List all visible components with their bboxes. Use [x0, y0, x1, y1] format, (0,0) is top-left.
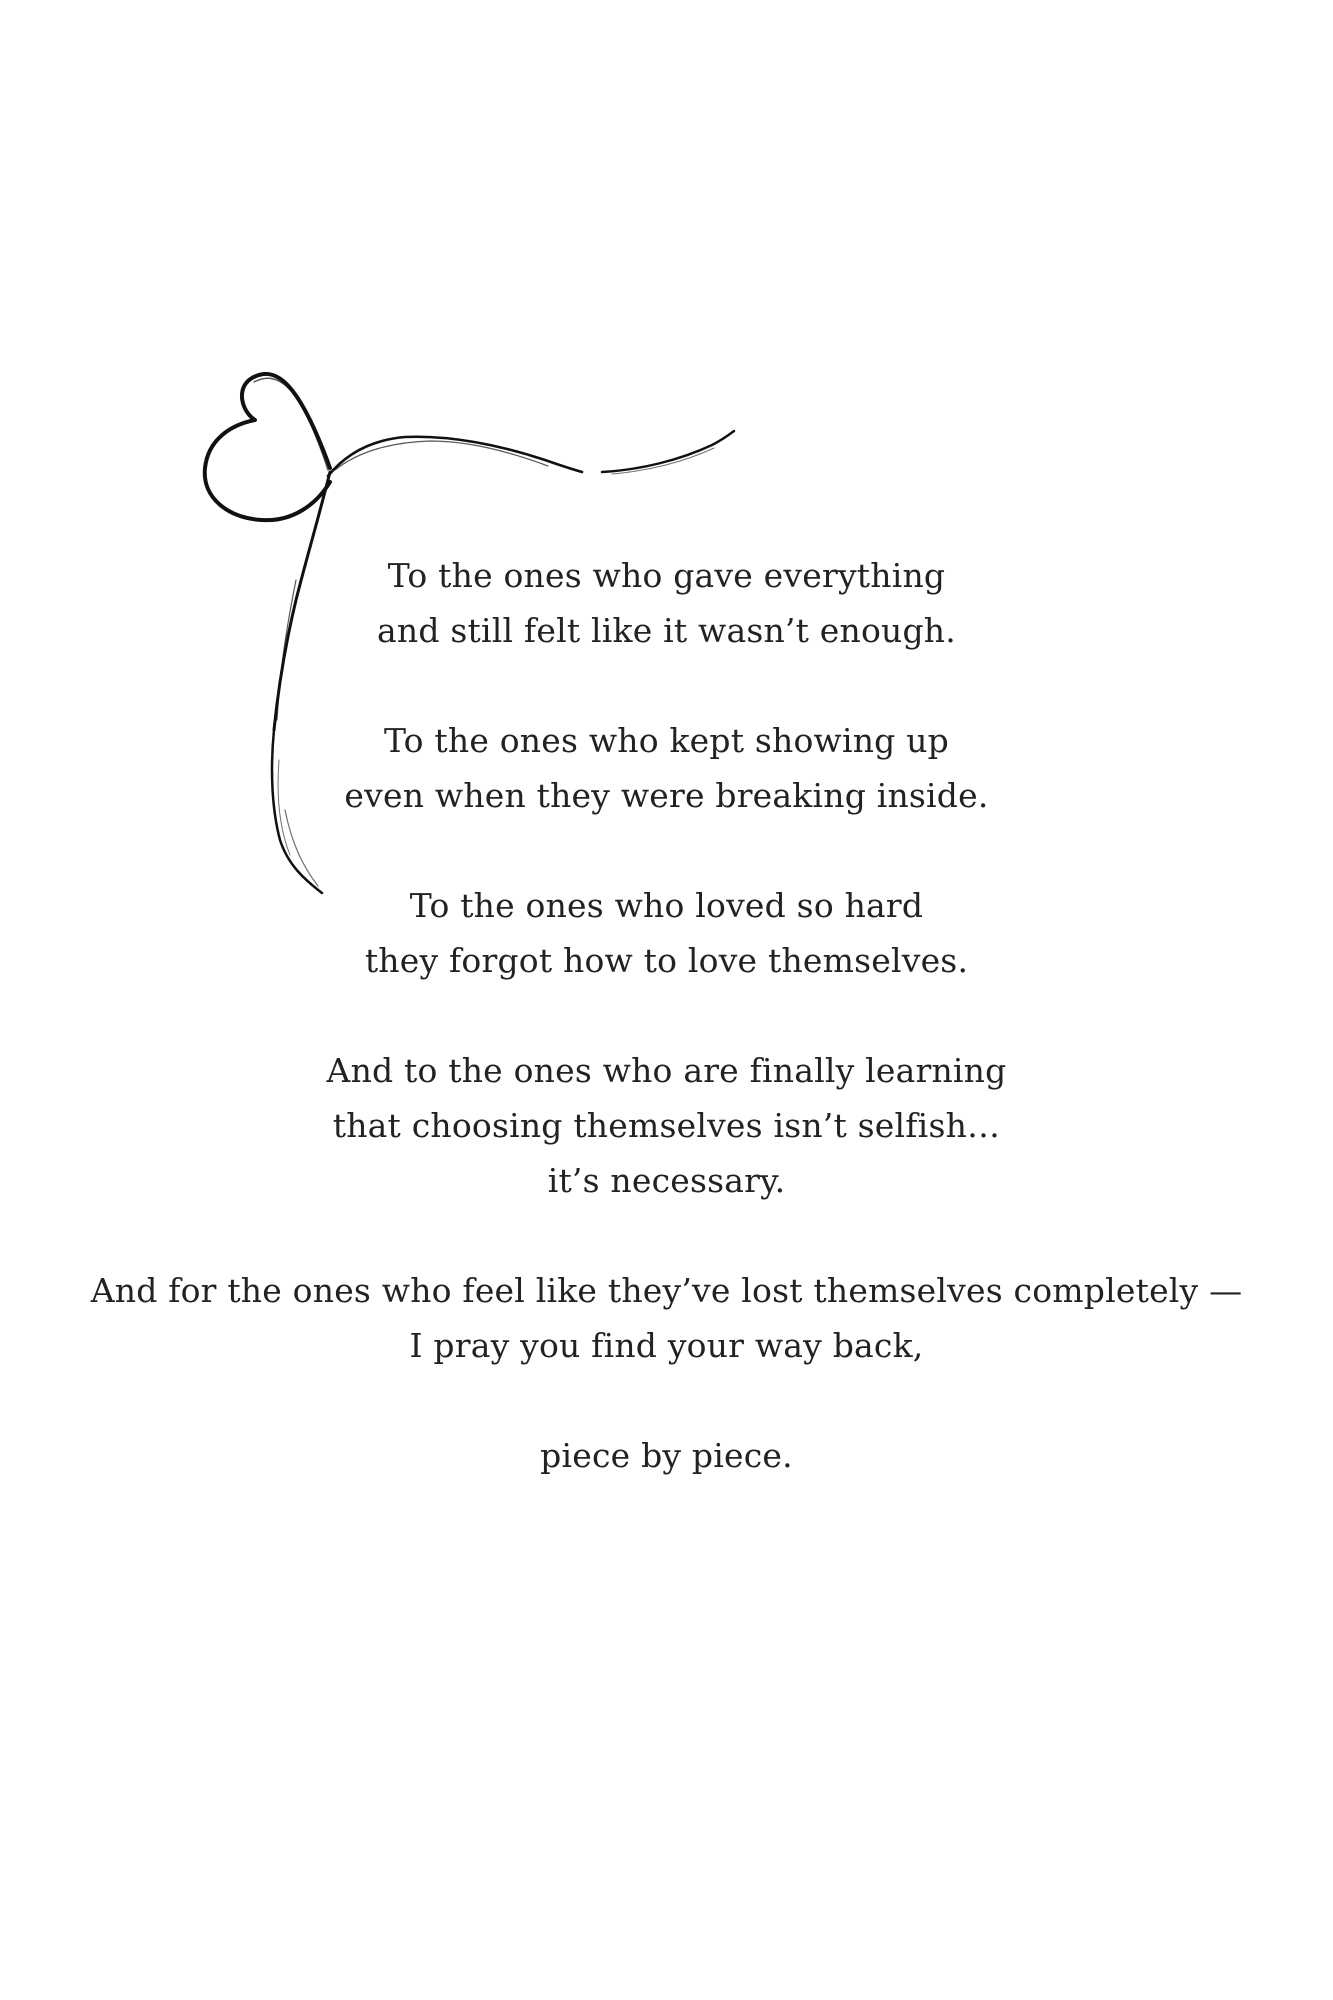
- stanza: [0, 1428, 1333, 1483]
- poem-line: And to the ones who are finally learning: [326, 1051, 1007, 1090]
- poem-line: it’s necessary.: [547, 1161, 786, 1200]
- poem: [0, 548, 1333, 1538]
- stanza: [0, 1043, 1333, 1208]
- poem-line: To the ones who loved so hard: [409, 886, 924, 925]
- poem-line: To the ones who kept showing up: [384, 721, 949, 760]
- poem-line: even when they were breaking inside.: [344, 776, 989, 815]
- stanza: [0, 878, 1333, 988]
- poem-line: I pray you find your way back,: [409, 1326, 924, 1365]
- stanza: [0, 1263, 1333, 1373]
- stanza: [0, 548, 1333, 658]
- poem-line: that choosing themselves isn’t selfish…: [332, 1106, 1001, 1145]
- stanza: [0, 713, 1333, 823]
- poem-line: they forgot how to love themselves.: [364, 941, 969, 980]
- poem-line: To the ones who gave everything: [387, 556, 946, 595]
- poem-line: And for the ones who feel like they’ve lost themselves completely —: [90, 1271, 1243, 1310]
- poem-line: piece by piece.: [540, 1436, 793, 1475]
- poem-line: and still felt like it wasn’t enough.: [377, 611, 956, 650]
